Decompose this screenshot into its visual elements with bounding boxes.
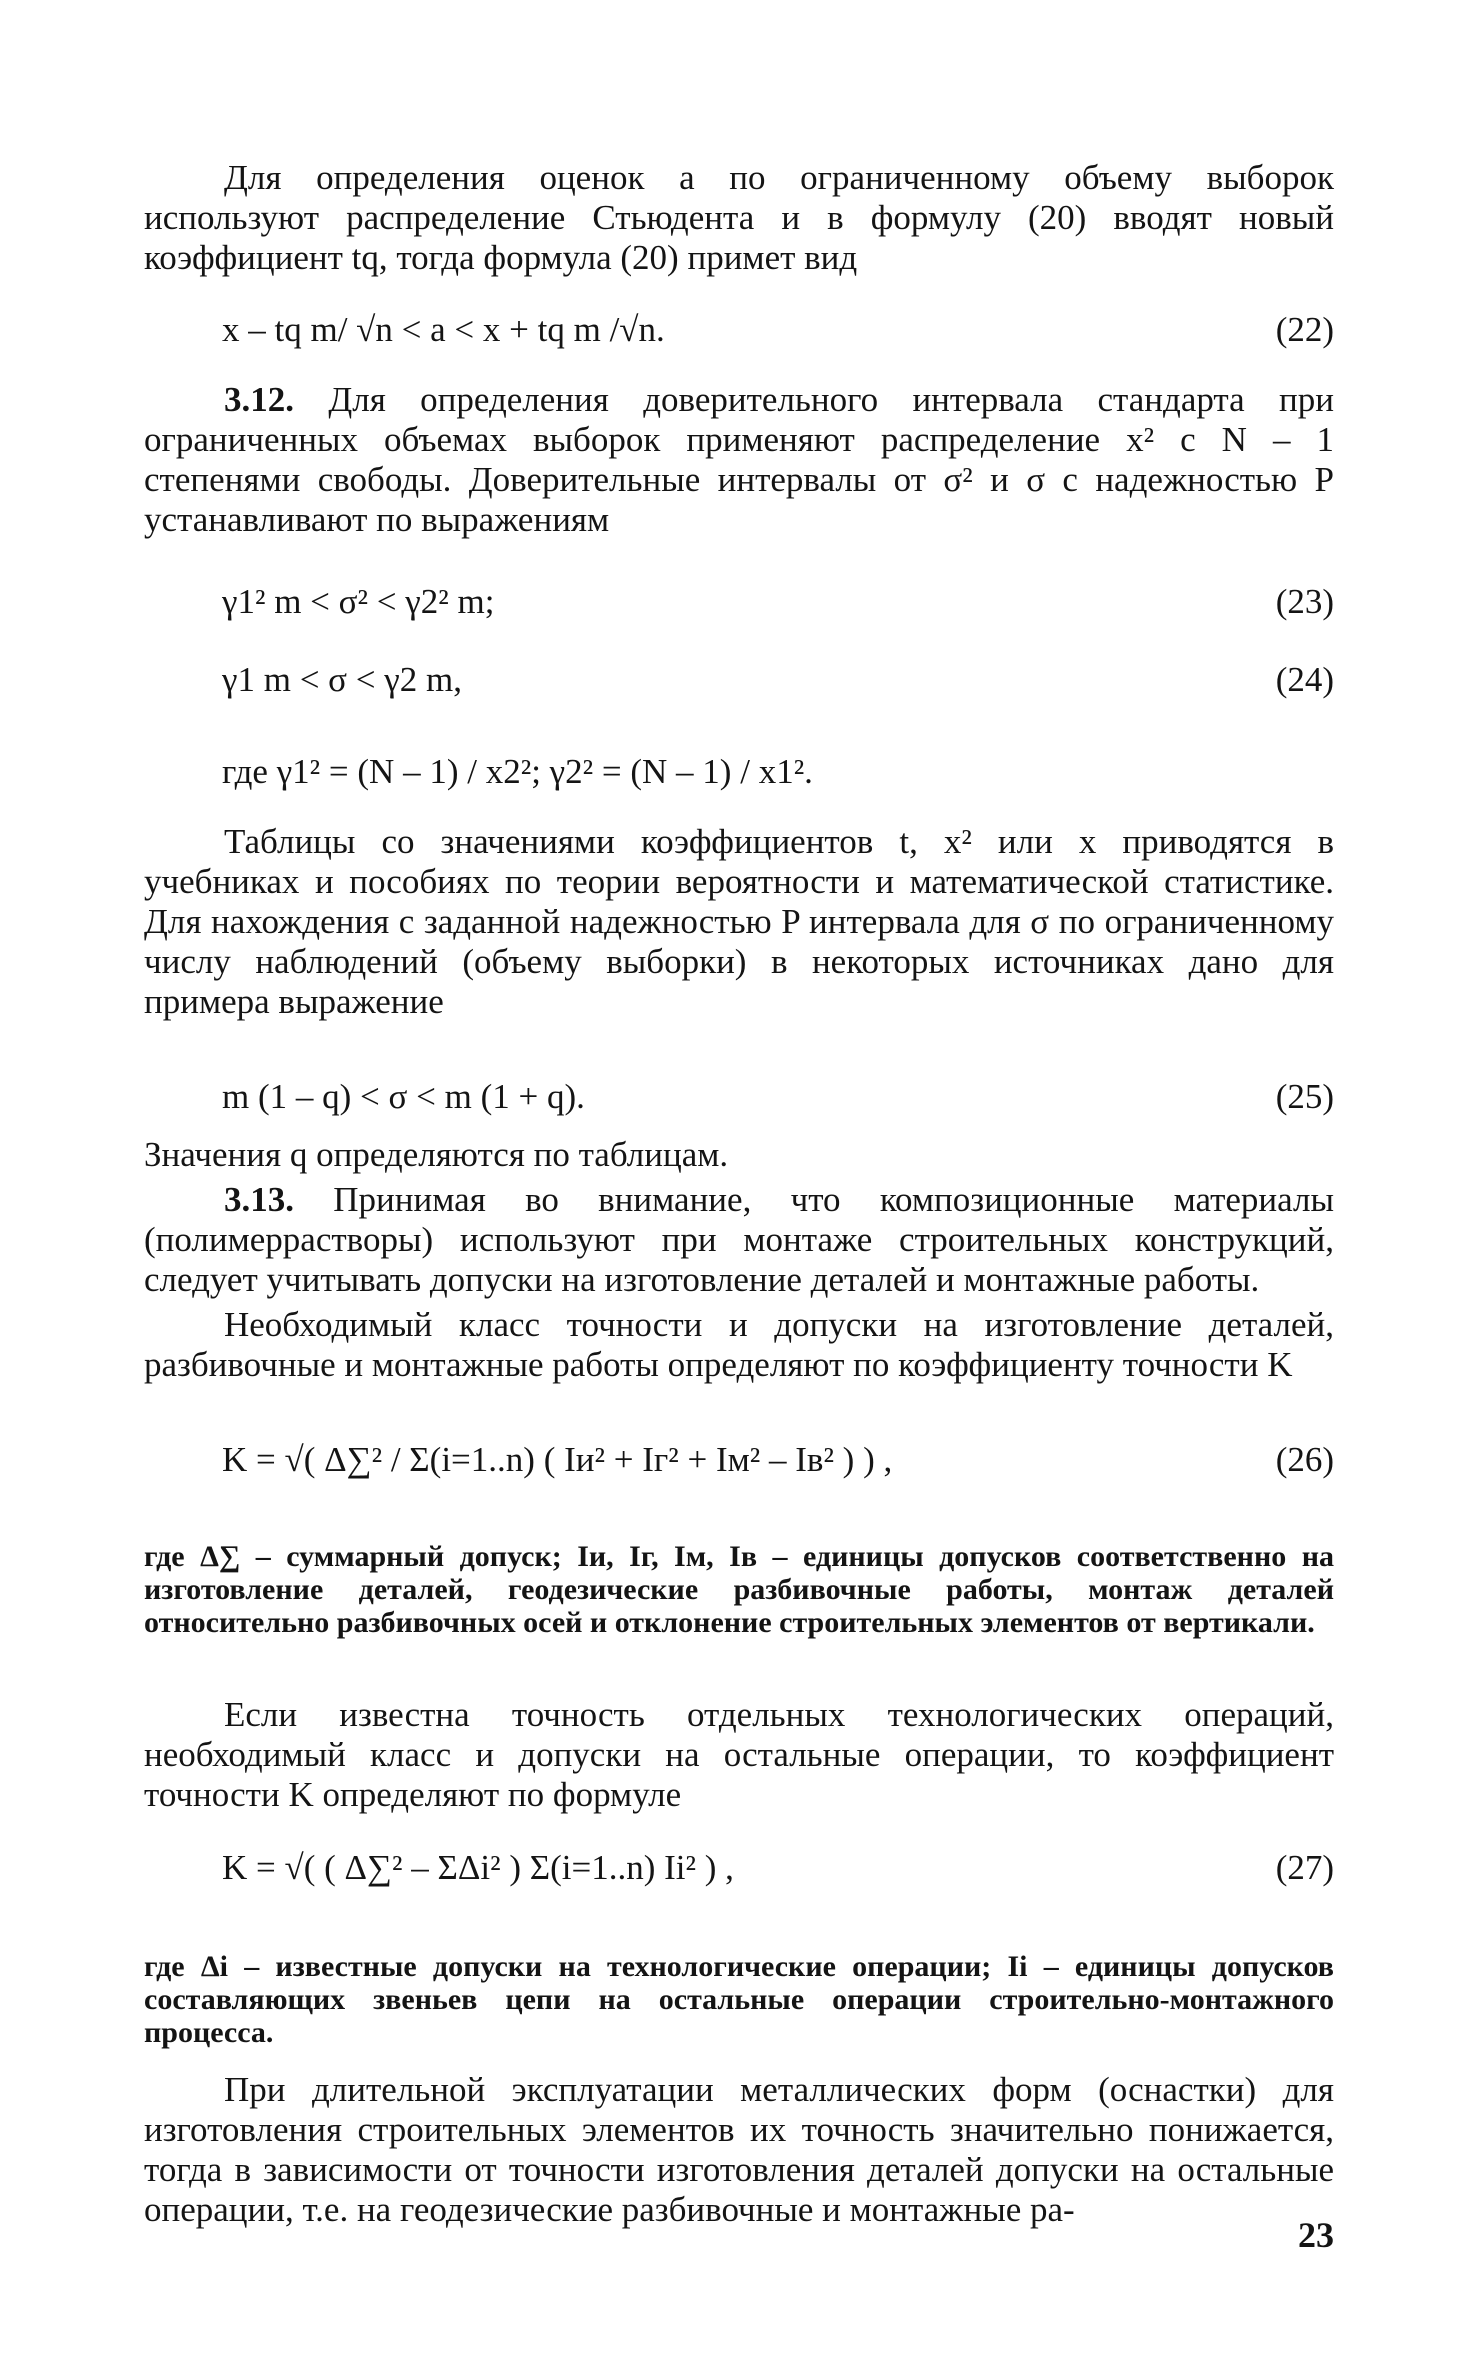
paragraph-text: Значения q определяются по таблицам.: [144, 1135, 729, 1174]
equation-where-gamma: [222, 752, 1334, 812]
equation-number: (27): [1275, 1848, 1334, 1887]
paragraph-text: где Δ∑ – суммарный допуск; Iи, Iг, Iм, Iв – единицы допусков соответственно на изготовление деталей, геодезические разбивочные работы, монтаж деталей относительно разбивочных осей и отклонение строительных элементов от вертикали.: [144, 1540, 1334, 1639]
equation-27: [222, 1848, 1334, 1908]
equation-expression: K = √( Δ∑² / Σ(i=1..n) ( Iи² + Iг² + Iм² – Iв² ) ) ,: [222, 1440, 893, 1479]
paragraph-text: Таблицы со значениями коэффициентов t, x² или x приводятся в учебниках и пособиях по теории вероятности и математической статистике. Для нахождения с заданной надежностью P интервала для σ по ограниченному числу наблюдений (объему выборки) в некоторых источниках дано для примера выражение: [144, 822, 1334, 1021]
equation-expression: K = √( ( Δ∑² – ΣΔi² ) Σ(i=1..n) Ii² ) ,: [222, 1848, 734, 1887]
section-number: 3.12.: [224, 380, 294, 419]
paragraph-text: Если известна точность отдельных технологических операций, необходимый класс и допуски на остальные операции, то коэффициент точности K определяют по формуле: [144, 1695, 1334, 1814]
paragraph-metal-forms: [144, 2070, 1334, 2230]
equation-expression: x – tq m/ √n < a < x + tq m /√n.: [222, 310, 665, 349]
equation-23: [222, 582, 1334, 642]
paragraph-text: Для определения оценок a по ограниченному объему выборок используют распределение Стьюдента и в формулу (20) вводят новый коэффициент tq, тогда формула (20) примет вид: [144, 158, 1334, 277]
equation-22: [222, 310, 1334, 370]
equation-expression: где γ1² = (N – 1) / x2²; γ2² = (N – 1) / x1².: [222, 752, 813, 791]
paragraph-text: Для определения доверительного интервала стандарта при ограниченных объемах выборок применяют распределение x² с N – 1 степенями свободы. Доверительные интервалы от σ² и σ с надежностью P устанавливают по выражениям: [144, 380, 1334, 539]
paragraph-where-delta: [144, 1540, 1334, 1639]
section-number: 3.13.: [224, 1180, 294, 1219]
equation-number: (26): [1275, 1440, 1334, 1479]
paragraph-tables: [144, 822, 1334, 1022]
paragraph-text: Необходимый класс точности и допуски на изготовление деталей, разбивочные и монтажные работы определяют по коэффициенту точности K: [144, 1305, 1334, 1384]
paragraph-student-distribution: [144, 158, 1334, 278]
paragraph-3-13: [144, 1180, 1334, 1300]
equation-expression: γ1² m < σ² < γ2² m;: [222, 582, 495, 621]
equation-24: [222, 660, 1334, 720]
paragraph-text: где Δi – известные допуски на технологические операции; Ii – единицы допусков составляющих звеньев цепи на остальные операции строительно-монтажного процесса.: [144, 1950, 1334, 2049]
paragraph-accuracy-class: [144, 1305, 1334, 1385]
equation-number: (22): [1275, 310, 1334, 349]
equation-26: [222, 1440, 1334, 1500]
paragraph-text: Принимая во внимание, что композиционные материалы (полимеррастворы) используют при монтаже строительных конструкций, следует учитывать допуски на изготовление деталей и монтажные работы.: [144, 1180, 1334, 1299]
equation-25: [222, 1077, 1334, 1137]
paragraph-3-12: [144, 380, 1334, 540]
equation-expression: m (1 – q) < σ < m (1 + q).: [222, 1077, 585, 1116]
equation-number: (24): [1275, 660, 1334, 699]
equation-expression: γ1 m < σ < γ2 m,: [222, 660, 462, 699]
equation-number: (23): [1275, 582, 1334, 621]
equation-number: (25): [1275, 1077, 1334, 1116]
page-number: 23: [1298, 2215, 1334, 2255]
paragraph-where-delta-i: [144, 1950, 1334, 2049]
paragraph-q-values: [144, 1135, 1334, 1175]
paragraph-known-accuracy: [144, 1695, 1334, 1815]
paragraph-text: При длительной эксплуатации металлических форм (оснастки) для изготовления строительных элементов их точность значительно понижается, тогда в зависимости от точности изготовления деталей допуски на остальные операции, т.е. на геодезические разбивочные и монтажные ра-: [144, 2070, 1334, 2229]
